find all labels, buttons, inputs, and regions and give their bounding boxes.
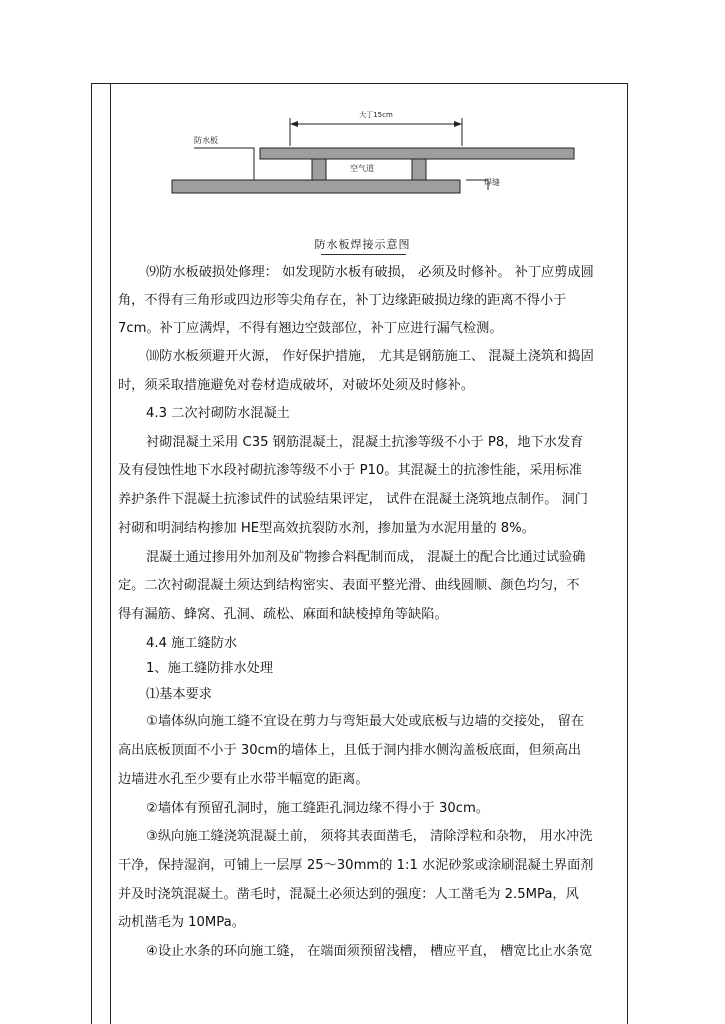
top-border <box>91 83 628 84</box>
text-line: 动机凿毛为 10MPa。 <box>118 915 245 930</box>
label-right: 焊缝 <box>484 178 500 187</box>
text-line: 定。二次衬砌混凝土须达到结构密实、表面平整光滑、曲线圆顺、颜色均匀，不 <box>118 578 580 593</box>
text-line: ⑼防水板破损处修理： 如发现防水板有破损， 必须及时修补。 补丁应剪成圆 <box>146 265 594 280</box>
weld-block-left <box>312 159 326 180</box>
right-border <box>627 83 628 1024</box>
text-line: 并及时浇筑混凝土。凿毛时，混凝土必须达到的强度：人工凿毛为 2.5MPa，风 <box>118 887 579 902</box>
text-line: 混凝土通过掺用外加剂及矿物掺合料配制而成， 混凝土的配合比通过试验确 <box>146 550 586 565</box>
diagram-caption: 防水板焊接示意图 <box>314 238 411 251</box>
text-line: 高出底板顶面不小于 30cm的墙体上，且低于洞内排水侧沟盖板底面，但须高出 <box>118 743 582 758</box>
dimension-arrow-left <box>290 121 298 127</box>
text-line: ③纵向施工缝浇筑混凝土前， 须将其表面凿毛， 清除浮粒和杂物， 用水冲洗 <box>146 829 593 844</box>
subsection-heading: ⑴基本要求 <box>146 687 212 702</box>
text-line: 干净，保持湿润，可铺上一层厚 25～30mm的 1:1 水泥砂浆或涂刷混凝土界面剂 <box>118 858 594 873</box>
section-heading: 4.3 二次衬砌防水混凝土 <box>146 406 290 421</box>
text-line: ②墙体有预留孔洞时，施工缝距孔洞边缘不得小于 30cm。 <box>146 801 490 816</box>
caption-underline <box>321 254 406 255</box>
text-line: 衬砌和明洞结构掺加 HE型高效抗裂防水剂，掺加量为水泥用量的 8%。 <box>118 521 535 536</box>
text-line: ④设止水条的环向施工缝， 在端面须预留浅槽， 槽应平直， 槽宽比止水条宽 <box>146 944 593 959</box>
text-line: 7cm。补丁应满焊，不得有翘边空鼓部位，补丁应进行漏气检测。 <box>118 321 503 336</box>
subsection-heading: 1、施工缝防排水处理 <box>146 661 274 676</box>
upper-plate <box>260 148 574 159</box>
text-line: ①墙体纵向施工缝不宜设在剪力与弯矩最大处或底板与边墙的交接处， 留在 <box>146 714 585 729</box>
text-line: 边墙进水孔至少要有止水带半幅宽的距离。 <box>118 772 369 787</box>
weld-block-right <box>412 159 426 180</box>
label-top: 大丁15cm <box>359 111 393 119</box>
text-line: 角，不得有三角形或四边形等尖角存在，补丁边缘距破损边缘的距离不得小于 <box>118 293 567 308</box>
text-line: 得有漏筋、蜂窝、孔洞、疏松、麻面和缺棱掉角等缺陷。 <box>118 607 448 622</box>
leader-left <box>194 148 254 180</box>
left-border-inner <box>110 83 111 1024</box>
text-line: 衬砌混凝土采用 C35 钢筋混凝土，混凝土抗渗等级不小于 P8，地下水发育 <box>146 435 584 450</box>
text-line: 及有侵蚀性地下水段衬砌抗渗等级不小于 P10。其混凝土的抗渗性能，采用标准 <box>118 463 583 478</box>
text-line: 时，须采取措施避免对卷材造成破坏，对破坏处须及时修补。 <box>118 378 475 393</box>
label-center: 空气道 <box>350 164 374 173</box>
left-border-outer <box>91 83 92 1024</box>
dimension-arrow-right <box>454 121 462 127</box>
weld-diagram <box>150 100 590 240</box>
text-line: ⑽防水板须避开火源， 作好保护措施， 尤其是钢筋施工、 混凝土浇筑和捣固 <box>146 349 594 364</box>
text-line: 养护条件下混凝土抗渗试件的试验结果评定， 试件在混凝土浇筑地点制作。 洞门 <box>118 492 588 507</box>
lower-plate <box>172 180 460 193</box>
label-left: 防水板 <box>194 136 218 145</box>
section-heading: 4.4 施工缝防水 <box>146 636 238 651</box>
